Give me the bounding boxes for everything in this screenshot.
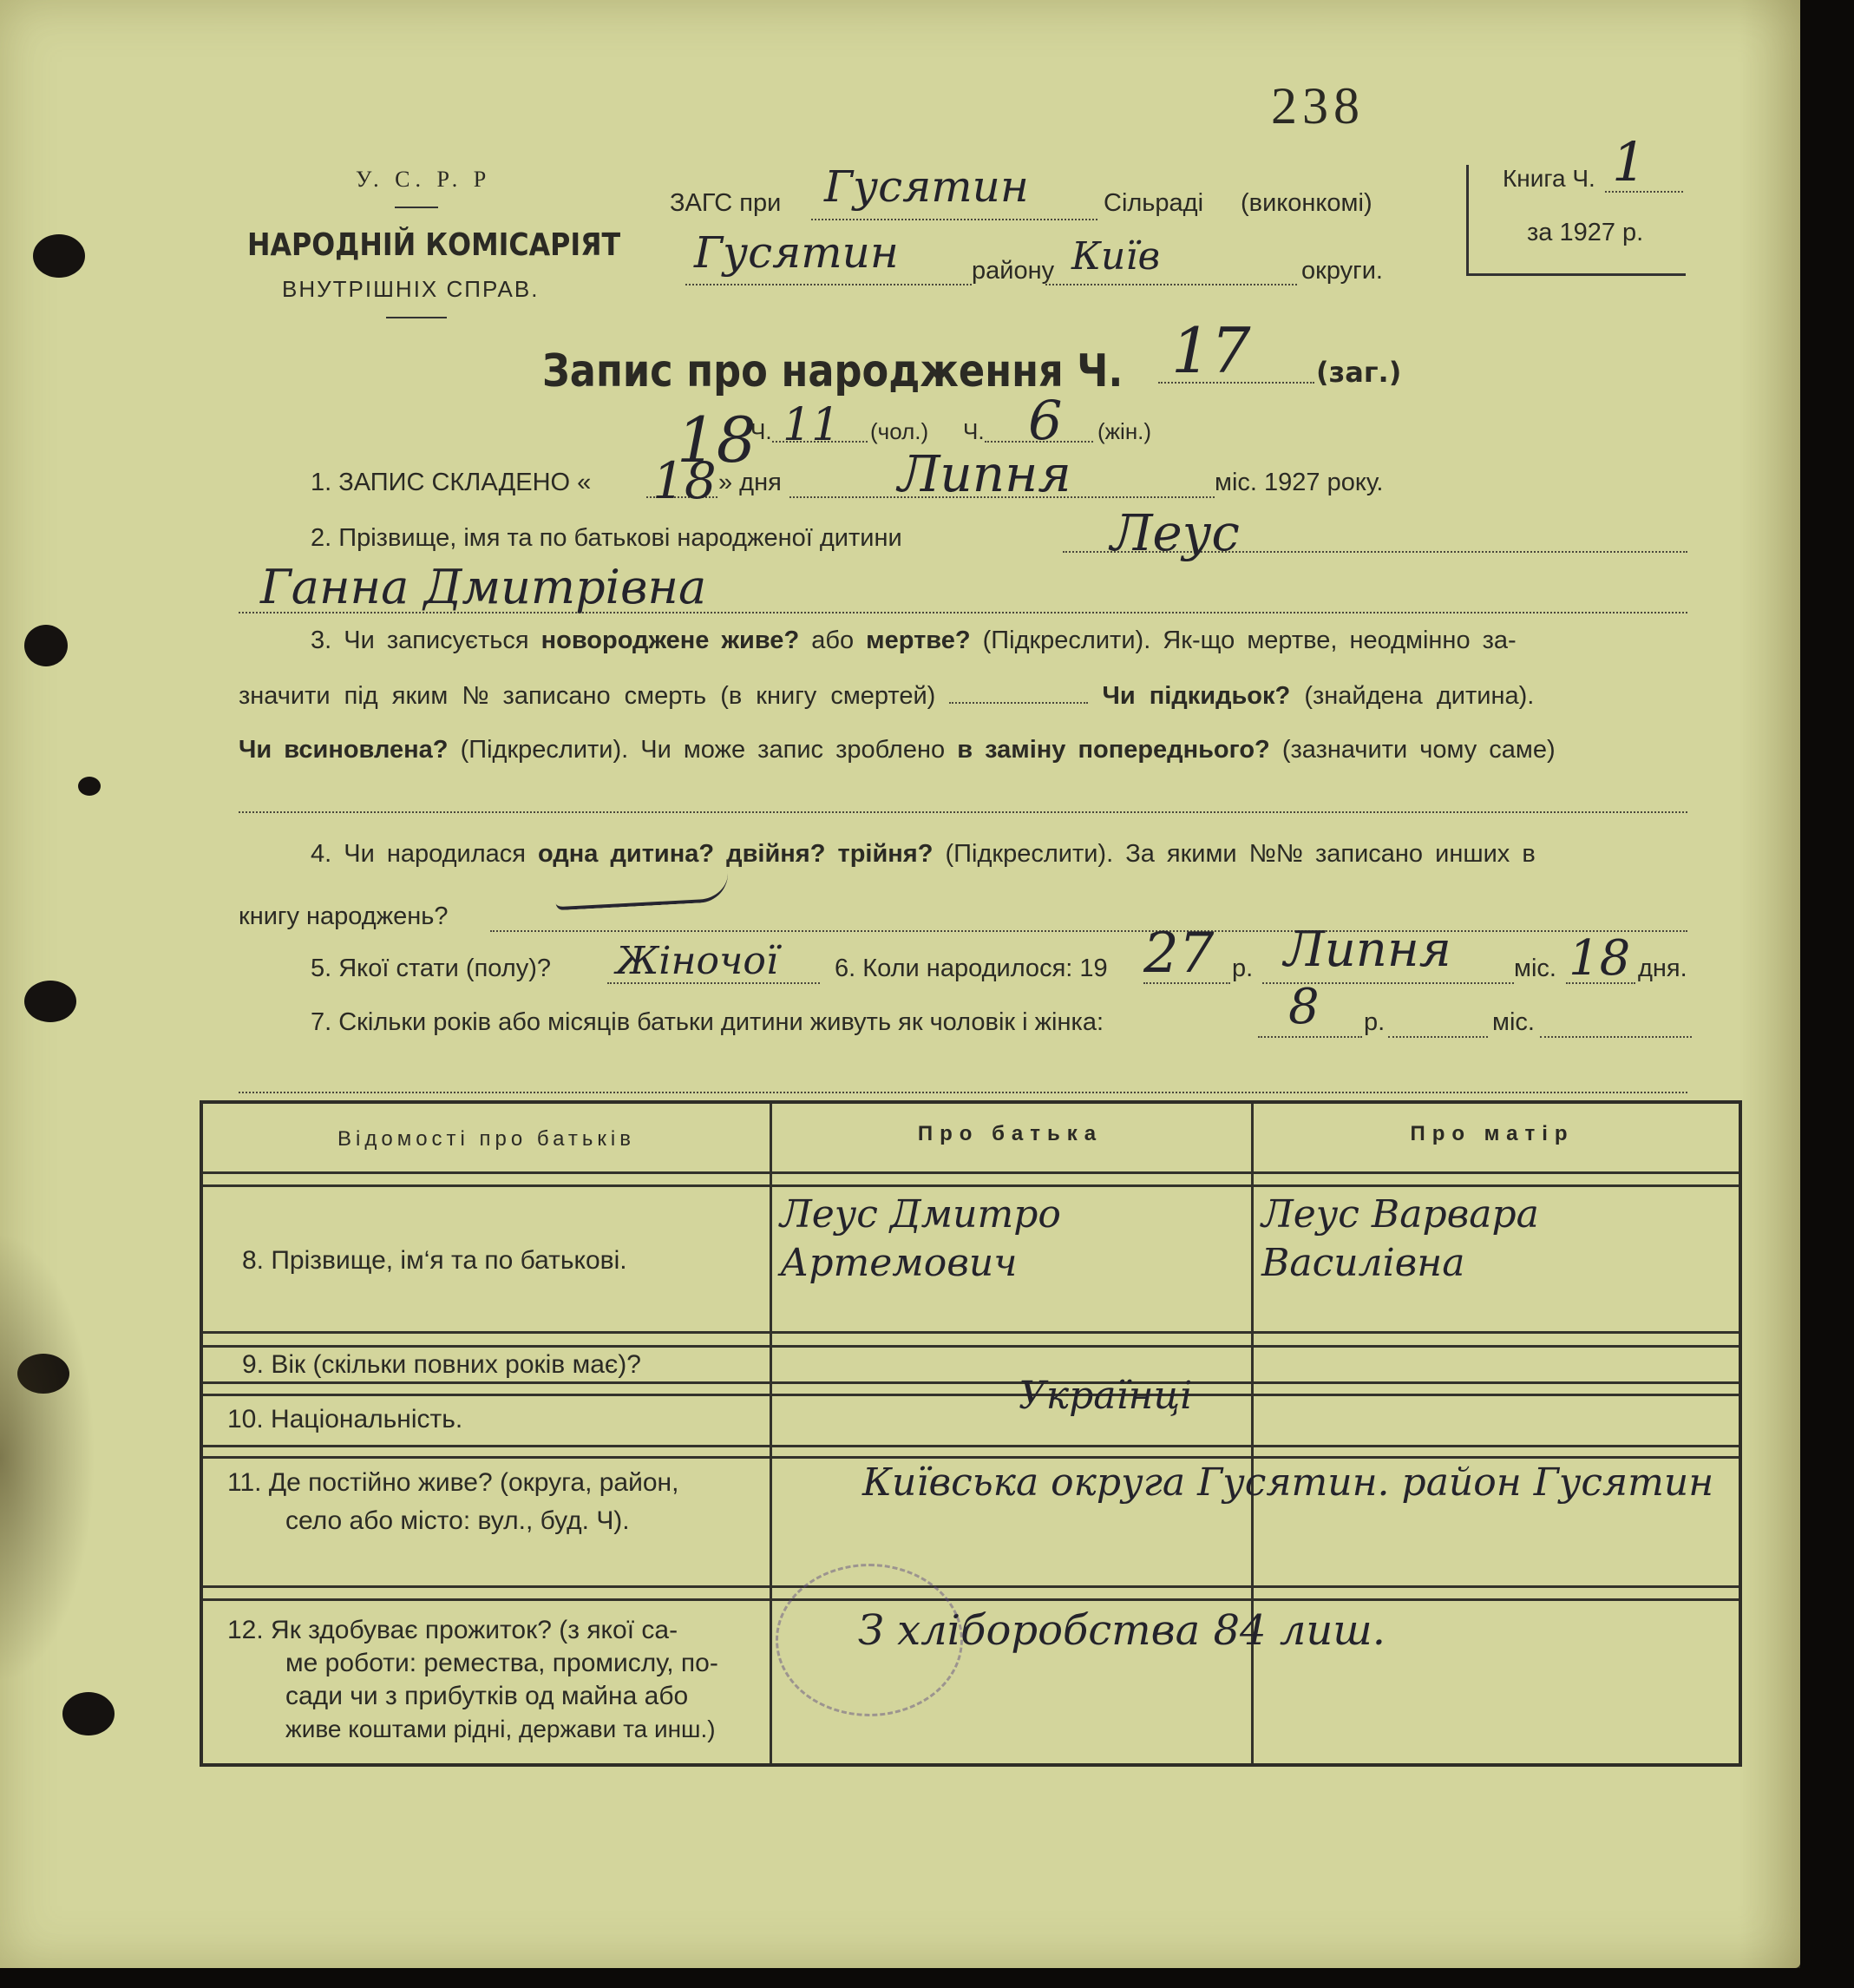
punch-hole [33,234,85,278]
village-handwritten: Гусятин [824,161,1029,212]
item-3-line-3 [239,736,1556,764]
zags-prefix: ЗАГС при [670,189,782,217]
item-1-month: Липня [898,444,1071,503]
male-suffix: (чол.) [870,418,929,444]
item-7-mis: міс. [1492,1008,1535,1036]
table-rule [203,1331,1739,1334]
father-name: Леус Дмитро Артемович [780,1192,1061,1285]
table-rule [203,1381,1739,1384]
republic-label: У. С. Р. Р [356,167,492,192]
item-7-r: р. [1364,1008,1386,1036]
item-1-day-label: » дня [718,469,782,496]
item-4-line-1-c: (Підкреслити). За якими №№ записано инших в [945,840,1536,868]
item-3-line-2 [239,682,1534,711]
item-3-line-2-b: Чи підкидьок? [1102,682,1291,710]
table-rule [203,1445,1739,1447]
district-handwritten: Гусятин [694,227,899,278]
okruha-label: округи. [1301,257,1383,285]
birth-month: Липня [1284,922,1451,978]
okruha-handwritten: Київ [1071,234,1161,279]
item-3-field [239,811,1687,813]
total-number: 17 [1171,314,1251,387]
livelihood: З хліборобства 84 лиш. [858,1606,1386,1655]
exec-committee-label: (виконкомі) [1241,189,1372,217]
residence: Київська округа Гусятин. район Гусятин [862,1460,1714,1505]
header-parents-info: Відомості про батьків [337,1127,635,1151]
item-1-day: 18 [652,451,717,510]
item-3-line-3-b: (Підкреслити). Чи може запис зроблено [460,736,946,764]
item-3-line-2-c: (знайдена дитина). [1304,682,1535,710]
item-3-line-1-d: мертве? [866,627,971,654]
table-rule [203,1394,1739,1396]
item-7-months-field [1388,1036,1488,1038]
row-12-label-4: живе коштами рідні, держави та инш.) [285,1716,716,1742]
item-3-line-1-a: 3. Чи записується [311,627,529,654]
item-3-line-1 [311,627,1517,655]
item-3-line-1-b: новороджене живе? [540,627,800,654]
nationality: Українці [1019,1374,1193,1418]
village-field [811,219,1097,220]
row-8-label: 8. Прізвище, ім‘я та по батькові. [242,1246,627,1275]
birth-year: 27 [1143,922,1215,986]
village-council-label: Сільраді [1104,189,1204,217]
row-11-label-1: 11. Де постійно живе? (округа, район, [227,1468,679,1497]
female-number: 6 [1028,389,1063,452]
okruha-field [1045,284,1297,285]
row-10-label: 10. Національність. [227,1405,463,1434]
female-suffix: (жін.) [1097,418,1152,444]
item-3-line-3-d: (зазначити чому саме) [1281,736,1556,764]
table-rule [203,1585,1739,1588]
item-3-line-2-a: значити під яким № записано смерть (в книгу смертей) [239,682,936,710]
punch-hole [78,777,101,796]
parents-table [200,1100,1742,1767]
item-6-r: р. [1232,955,1254,982]
female-prefix: Ч. [963,418,985,444]
total-label: (заг.) [1316,356,1402,389]
item-7-years-field [1258,1036,1362,1038]
birth-day: 18 [1569,930,1631,987]
table-rule [203,1598,1739,1601]
header-rule [395,207,438,208]
ministry-label: ВНУТРІШНІХ СПРАВ. [282,276,540,302]
record-title: Запис про народження Ч. [542,345,1124,397]
district-label: району [972,257,1055,285]
table-rule [203,1345,1739,1348]
punch-hole [24,981,76,1022]
male-prefix: Ч. [750,418,772,444]
row-12-label-3: сади чи з прибутків од майна або [285,1682,689,1710]
marriage-years: 8 [1288,979,1320,1035]
underline-mark [554,872,730,910]
item-2-text: 2. Прізвище, імя та по батькові народженої дитини [311,524,902,552]
child-sex: Жіночої [616,939,778,983]
item-1-prefix: 1. ЗАПИС СКЛАДЕНО « [311,469,592,496]
header-mother: Про матір [1410,1122,1575,1145]
item-3-line-3-c: в заміну попереднього? [957,736,1270,764]
item-4-field [490,930,1687,932]
item-3-line-1-e: (Підкреслити). Як-що мертве, неодмінно за- [982,627,1517,654]
item-6-label: 6. Коли народилося: 19 [835,955,1108,982]
child-name: Ганна Дмитрівна [260,560,707,614]
table-rule [203,1171,1739,1174]
commissariat-label: НАРОДНІЙ КОМІСАРІЯТ [247,227,621,263]
table-rule [203,1184,1739,1187]
item-6-dnya: дня. [1638,955,1687,982]
punch-hole [17,1354,69,1394]
book-year-label: за 1927 р. [1527,219,1644,246]
item-7-field-2 [1540,1036,1692,1038]
punch-hole [62,1692,115,1735]
item-1-suffix: міс. 1927 року. [1215,469,1384,496]
punch-hole [24,625,68,666]
official-stamp [776,1564,963,1716]
child-surname: Леус [1110,503,1240,562]
male-number: 11 [783,399,841,451]
page-number: 238 [1271,77,1365,135]
row-12-label-2: ме роботи: ремества, промислу, по- [285,1649,718,1677]
item-4-line-2: книгу народжень? [239,902,449,930]
item-4-line-1 [311,840,1536,869]
row-12-label-1: 12. Як здобуває прожиток? (з якої са- [227,1616,678,1644]
book-number: 1 [1612,130,1647,194]
item-6-mis: міс. [1514,955,1556,982]
item-5-label: 5. Якої стати (полу)? [311,955,551,982]
item-7-label: 7. Скільки років або місяців батьки дитини живуть як чоловік і жінка: [311,1008,1104,1036]
header-rule [386,317,447,318]
header-father: Про батька [917,1122,1104,1145]
table-divider [770,1104,772,1763]
item-3-line-1-c: або [811,627,855,654]
book-label: Книга Ч. [1503,165,1595,192]
item-3-line-3-a: Чи всиновлена? [239,736,449,764]
row-9-label: 9. Вік (скільки повних років має)? [242,1350,641,1379]
table-divider [1251,1104,1254,1763]
mother-name: Леус Варвара Василівна [1261,1192,1539,1285]
item-7-field-3 [239,1092,1687,1093]
item-4-line-1-b: одна дитина? двійня? трійня? [538,840,934,868]
title-prefix-number: 18 [677,404,757,476]
row-11-label-2: село або місто: вул., буд. Ч). [285,1506,630,1535]
district-field [685,284,972,285]
item-4-line-1-a: 4. Чи народилася [311,840,526,868]
